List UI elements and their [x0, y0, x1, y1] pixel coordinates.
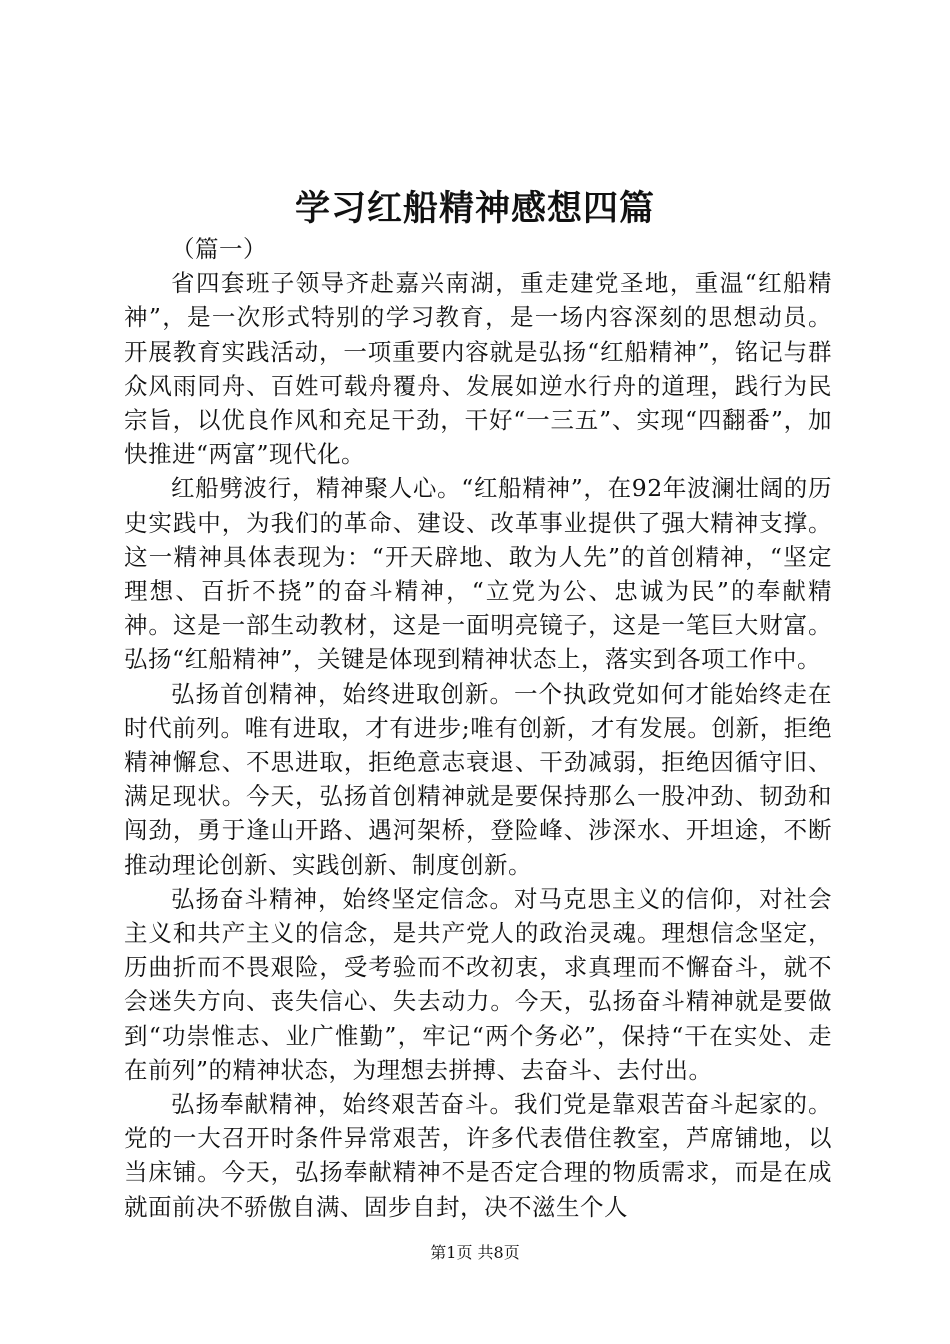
- paragraph-2: 红船劈波行，精神聚人心。“红船精神”，在92年波澜壮阔的历史实践中，为我们的革命、建设、改革事业提供了强大精神支撑。这一精神具体表现为：“开天辟地、敢为人先”的首创精神，“坚定理想、百折不挠”的奋斗精神，“立党为公、忠诚为民”的奉献精神。这是一部生动教材，这是一面明亮镜子，这是一笔巨大财富。弘扬“红船精神”，关键是体现到精神状态上，落实到各项工作中。: [124, 474, 832, 674]
- section-subheading: （篇一）: [171, 235, 267, 263]
- paragraph-4: 弘扬奋斗精神，始终坚定信念。对马克思主义的信仰，对社会主义和共产主义的信念，是共产党人的政治灵魂。理想信念坚定，历曲折而不畏艰险，受考验而不改初衷，求真理而不懈奋斗，就不会迷失方向、丧失信心、失去动力。今天，弘扬奋斗精神就是要做到“功崇惟志、业广惟勤”，牢记“两个务必”，保持“干在实处、走在前列”的精神状态，为理想去拼搏、去奋斗、去付出。: [124, 884, 832, 1084]
- page-footer: 第1页 共8页: [430, 1243, 520, 1262]
- document-title: 学习红船精神感想四篇: [294, 188, 655, 229]
- document-body: [124, 232, 832, 1224]
- paragraph-5: 弘扬奉献精神，始终艰苦奋斗。我们党是靠艰苦奋斗起家的。党的一大召开时条件异常艰苦，许多代表借住教室，芦席铺地，以当床铺。今天，弘扬奉献精神不是否定合理的物质需求，而是在成就面前决不骄傲自满、固步自封，决不滋生个人: [124, 1090, 832, 1221]
- paragraph-3: 弘扬首创精神，始终进取创新。一个执政党如何才能始终走在时代前列。唯有进取，才有进步;唯有创新，才有发展。创新，拒绝精神懈怠、不思进取，拒绝意志衰退、干劲减弱，拒绝因循守旧、满足现状。今天，弘扬首创精神就是要保持那么一股冲劲、韧劲和闯劲，勇于逢山开路、遇河架桥，登险峰、涉深水、开坦途，不断推动理论创新、实践创新、制度创新。: [124, 679, 832, 879]
- paragraph-1: 省四套班子领导齐赴嘉兴南湖，重走建党圣地，重温“红船精神”，是一次形式特别的学习教育，是一场内容深刻的思想动员。开展教育实践活动，一项重要内容就是弘扬“红船精神”，铭记与群众风雨同舟、百姓可载舟覆舟、发展如逆水行舟的道理，践行为民宗旨，以优良作风和充足干劲，干好“一三五”、实现“四翻番”，加快推进“两富”现代化。: [124, 269, 832, 469]
